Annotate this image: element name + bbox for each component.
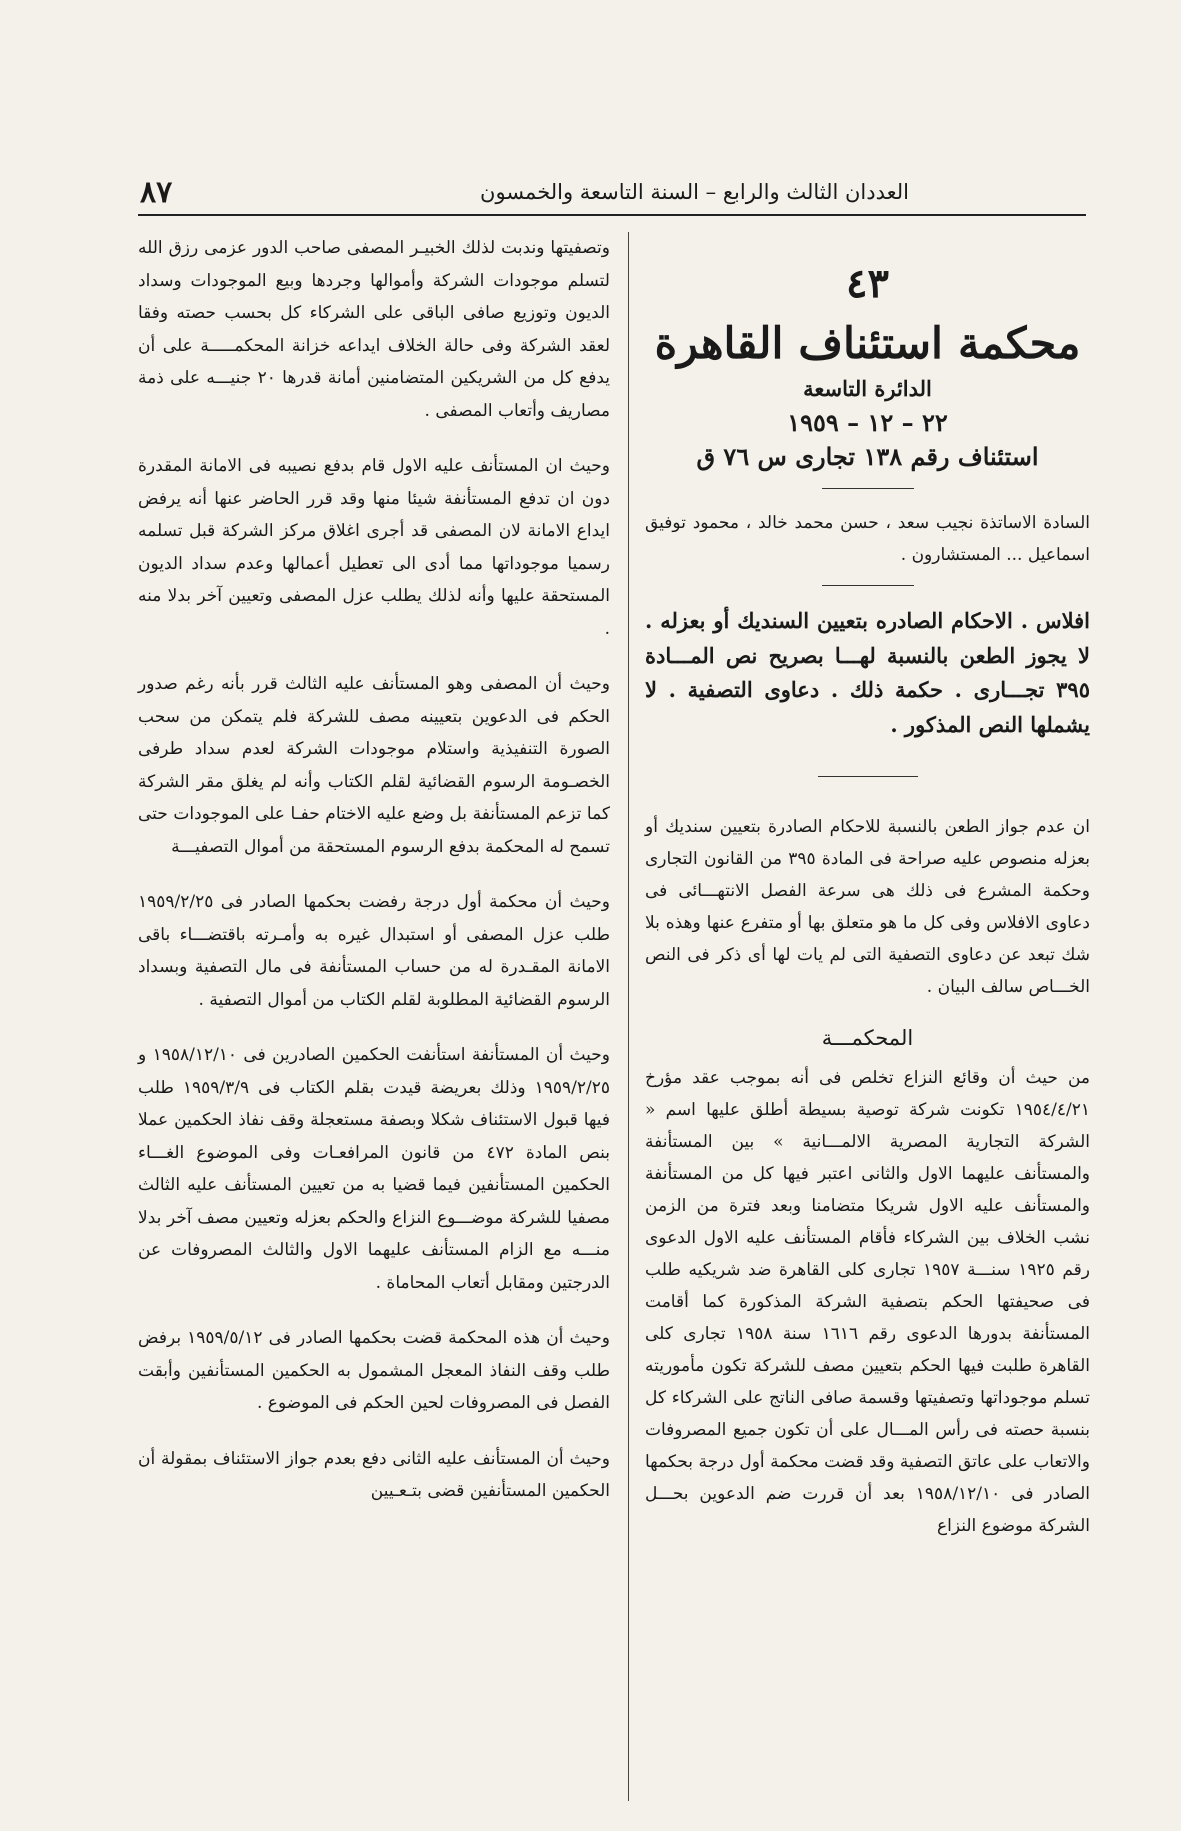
header-rule bbox=[138, 214, 1086, 216]
separator-rule bbox=[822, 488, 914, 489]
paragraph: وحيث أن المستأنفة استأنفت الحكمين الصادرين فى ١٩٥٨/١٢/١٠ و ١٩٥٩/٢/٢٥ وذلك بعريضة قيدت بقلم الكتاب فى ١٩٥٩/٣/٩ طلب فيها قبول الاستئناف شكلا وبصفة مستعجلة وقف نفاذ الحكمين عملا بنص المادة ٤٧٢ من قانون المرافعـات وفى الموضوع الغـــاء الحكمين المستأنفين فيما قضيا به من تعيين المستأنف عليه الثالث مصفيا للشركة موضـــوع النزاع والحكم بعزله وتعيين مصف آخر بدلا منـــه مع الزام المستأنف عليهما الاول والثالث المصروفات عن الدرجتين ومقابل أتعاب المحاماة . bbox=[138, 1045, 610, 1293]
separator-rule bbox=[822, 585, 914, 586]
paragraph: وحيث أن هذه المحكمة قضت بحكمها الصادر فى ١٩٥٩/٥/١٢ برفض طلب وقف النفاذ المعجل المشمول به الحكمين المستأنفين وأبقت الفصل فى المصروفات لحين الحكم فى الموضوع . bbox=[138, 1328, 611, 1413]
paragraph: وحيث ان المستأنف عليه الاول قام بدفع نصيبه فى الامانة المقدرة دون ان تدفع المستأنفة شيئا منها وقد قرر الحاضر عنها أنه يرفض ايداع الامانة لان المصفى قد أجرى اغلاق مركز الشركة قبل تسلمه رسميا موجوداتها مما أدى الى تعطيل أعمالها وعدم سداد الديون المستحقة عليها وأنه لذلك يطلب عزل المصفى وتعيين آخر بدلا منه . bbox=[138, 456, 610, 639]
paragraph: وتصفيتها وندبت لذلك الخبيـر المصفى صاحب الدور عزمى رزق الله لتسلم موجودات الشركة وأموالها وجردها وبيع الموجودات وسداد الديون وتوزيع صافى الباقى على الشركاء كل بحسب حصته وفقا لعقد الشركة وفى حالة الخلاف ايداعه خزانة المحكمـــــة على أن يدفع كل من الشريكين المتضامنين أمانة قدرها ٢٠ جنيـــه على ذمة مصاريف وأتعاب المصفى . bbox=[138, 238, 610, 421]
paragraph: وحيث أن المستأنف عليه الثانى دفع بعدم جواز الاستئناف بمقولة أن الحكمين المستأنفين قضى بتـعـيين bbox=[138, 1448, 610, 1501]
appeal-number: استئناف رقم ١٣٨ تجارى س ٧٦ ق bbox=[696, 442, 1039, 471]
left-column bbox=[138, 232, 610, 1531]
right-column bbox=[645, 232, 1090, 1565]
judges-panel: السادة الاساتذة نجيب سعد ، حسن محمد خالد ، محمود توفيق اسماعيل ... المستشارون . bbox=[645, 513, 1090, 565]
section-title: المحكمـــة bbox=[821, 1026, 914, 1050]
headnote: افلاس . الاحكام الصادره بتعيين السنديك أو بعزله . لا يجوز الطعن بالنسبة لهـــا بصريح نص المـــادة ٣٩٥ تجـــارى . حكمة ذلك . دعاوى التصفية . لا يشملها النص المذكور . bbox=[645, 608, 1090, 737]
judgment-date: ٢٢ – ١٢ – ١٩٥٩ bbox=[787, 408, 948, 437]
paragraph: وحيث أن المصفى وهو المستأنف عليه الثالث قرر بأنه رغم صدور الحكم فى الدعوين بتعيينه مصف للشركة فلم يتمكن من سحب الصورة التنفيذية واستلام موجودات الشركة لعدم سداد طرفى الخصـومة الرسوم القضائية لقلم الكتاب وأنه لم يغلق مقر الشركة كما تزعم المستأنفة بل وضع عليه الاختام حفـا على الموجودات حتى تسمح له المحكمة بدفع الرسوم المستحقة من أموال التصفيـــة bbox=[138, 674, 610, 857]
court-name: محكمة استئناف القاهرة bbox=[654, 319, 1081, 369]
legal-principle: ان عدم جواز الطعن بالنسبة للاحكام الصادرة بتعيين سنديك أو بعزله منصوص عليه صراحة فى المادة ٣٩٥ من القانون التجارى وحكمة المشرع فى ذلك هى سرعة الفصل الانتهـــائى فى دعاوى الافلاس وفى كل ما هو متعلق بها أو متفرع عنها وهذه بلا شك تبعد عن دعاوى التصفية التى لم يات لها أى ذكر فى النص الخـــاص سالف البيان . bbox=[645, 817, 1091, 997]
column-divider bbox=[628, 232, 629, 1801]
page-header bbox=[140, 172, 909, 212]
separator-rule bbox=[818, 776, 918, 777]
circuit-name: الدائرة التاسعة bbox=[803, 376, 932, 401]
page-number: ٨٧ bbox=[140, 174, 173, 210]
case-number: ٤٣ bbox=[846, 260, 889, 307]
journal-issue-title: العددان الثالث والرابع – السنة التاسعة والخمسون bbox=[480, 180, 909, 204]
paragraph: وحيث أن محكمة أول درجة رفضت بحكمها الصادر فى ١٩٥٩/٢/٢٥ طلب عزل المصفى أو استبدال غيره به وأمـرته باقتضـــاء باقى الامانة المقـدرة له من حساب المستأنفة فى مال التصفية وبسداد الرسوم القضائية المطلوبة لقلم الكتاب من أموال التصفية . bbox=[138, 892, 610, 1010]
judgment-body: من حيث أن وقائع النزاع تخلص فى أنه بموجب عقد مؤرخ ١٩٥٤/٤/٢١ تكونت شركة توصية بسيطة أطلق عليها اسم « الشركة التجارية المصرية الالمـــانية » بين المستأنفة والمستأنف عليهما الاول والثانى اعتبر فيها كل من المستأنفة والمستأنف عليه الاول شريكا متضامنا وبعد فترة من الزمن نشب الخلاف بين الشركاء فأقام المستأنف عليه الاول الدعوى رقم ١٩٢٥ سنـــة ١٩٥٧ تجارى كلى القاهرة ضد شريكيه طلب فى صحيفتها الحكم بتصفية الشركة المذكورة كما أقامت المستأنفة بدورها الدعوى رقم ١٦١٦ سنة ١٩٥٨ تجارى كلى القاهرة طلبت فيها الحكم بتعيين مصف للشركة تكون مأموريته تسلم موجوداتها وتصفيتها وقسمة صافى الناتج على الشركاء كل بنسبة حصته فى رأس المـــال على أن تكون جميع المصروفات والاتعاب على عاتق التصفية وقد قضت محكمة أول درجة بحكمها الصادر فى ١٩٥٨/١٢/١٠ بعد أن قررت ضم الدعوين بحـــل الشركة موضوع النزاع bbox=[645, 1068, 1090, 1536]
